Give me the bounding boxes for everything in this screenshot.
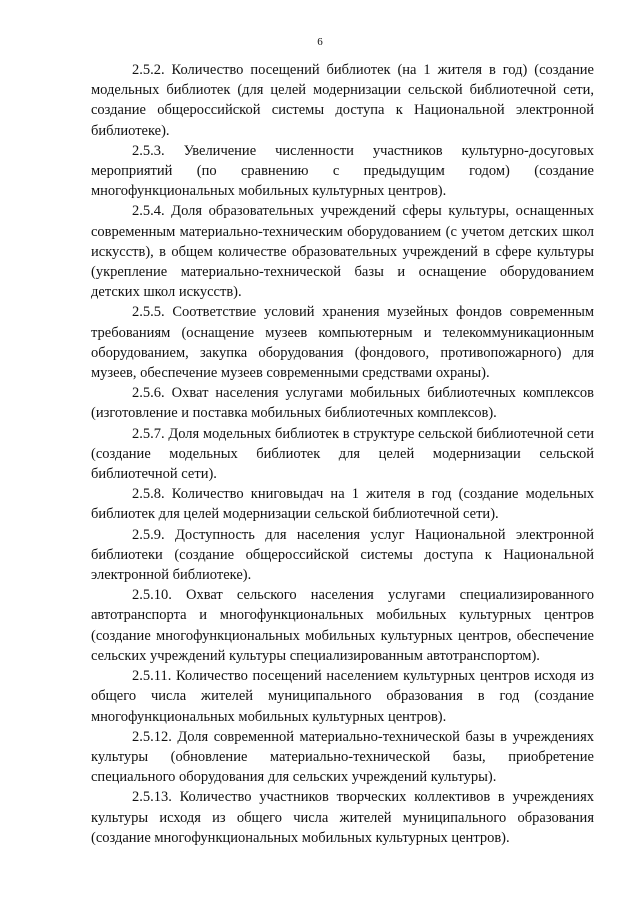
paragraph-2-5-3: 2.5.3. Увеличение численности участников культурно-досуговых мероприятий (по сравнению с предыдущим годом) (создание многофункциональных мобильных культурных центров).	[91, 142, 594, 200]
paragraph-2-5-2: 2.5.2. Количество посещений библиотек (на 1 жителя в год) (создание модельных библиотек (для целей модернизации сельской библиотечной сети, создание общероссийской системы доступа к Национальной электронной библиотеке).	[91, 62, 594, 139]
paragraph-2-5-11: 2.5.11. Количество посещений населением культурных центров исходя из общего числа жителей муниципального образования в год (создание многофункциональных мобильных культурных центров).	[91, 668, 594, 725]
paragraph-2-5-6: 2.5.6. Охват населения услугами мобильных библиотечных комплексов (изготовление и поставка мобильных библиотечных комплексов).	[91, 385, 594, 422]
paragraph-2-5-10: 2.5.10. Охват сельского населения услугами специализированного автотранспорта и многофункциональных мобильных культурных центров (создание многофункциональных мобильных культурных центров, обеспечение сельских учреждений культуры специализированным автотранспортом).	[91, 587, 594, 664]
paragraph-2-5-8: 2.5.8. Количество книговыдач на 1 жителя в год (создание модельных библиотек для целей модернизации сельской библиотечной сети).	[91, 486, 594, 523]
paragraph-2-5-7: 2.5.7. Доля модельных библиотек в структуре сельской библиотечной сети (создание модельных библиотек для целей модернизации сельской библиотечной сети).	[91, 425, 594, 483]
paragraph-2-5-13: 2.5.13. Количество участников творческих коллективов в учреждениях культуры исходя из общего числа жителей муниципального образования (создание многофункциональных мобильных культурных центров).	[91, 789, 594, 846]
document-body	[91, 60, 594, 848]
paragraph-2-5-5: 2.5.5. Соответствие условий хранения музейных фондов современным требованиям (оснащение музеев компьютерным и телекоммуникационным оборудованием, закупка оборудования (фондового, противопожарного) для музеев, обеспечение музеев современными средствами охраны).	[91, 304, 594, 382]
page-number: 6	[317, 36, 323, 48]
paragraph-2-5-4: 2.5.4. Доля образовательных учреждений сферы культуры, оснащенных современным материально-техническим оборудованием (с учетом детских школ искусств), в общем количестве образовательных учреждений в сфере культуры (укрепление материально-технической базы и оснащение оборудованием детских школ искусств).	[91, 203, 594, 301]
paragraph-2-5-12: 2.5.12. Доля современной материально-технической базы в учреждениях культуры (обновление материально-технической базы, приобретение специального оборудования для сельских учреждений культуры).	[91, 728, 594, 786]
paragraph-2-5-9: 2.5.9. Доступность для населения услуг Национальной электронной библиотеки (создание общероссийской системы доступа к Национальной электронной библиотеке).	[91, 526, 594, 584]
